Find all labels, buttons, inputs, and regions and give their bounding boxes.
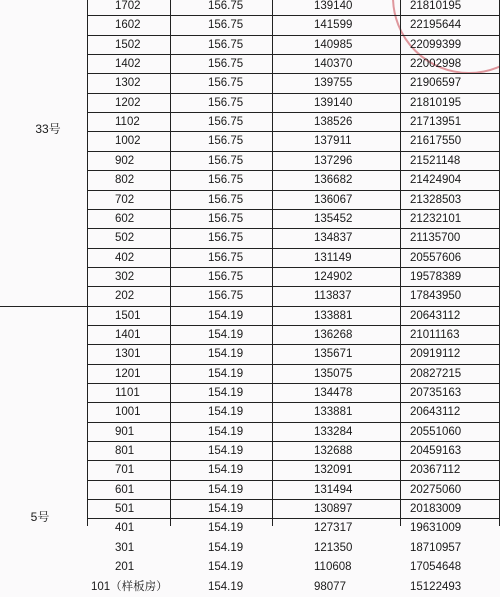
- cell-area: 156.75: [208, 232, 244, 244]
- cell-area: 154.19: [208, 406, 244, 418]
- cell-area: 156.75: [208, 19, 244, 31]
- cell-area: 154.19: [208, 329, 244, 341]
- cell-area: 156.75: [208, 194, 244, 206]
- cell-area: 154.19: [208, 581, 244, 593]
- cell-unit-number: 1401: [115, 329, 141, 341]
- cell-total-price: 22002998: [410, 58, 462, 70]
- cell-unit-price: 135671: [314, 348, 353, 360]
- building-label-5: 5号: [30, 510, 50, 524]
- cell-total-price: 20183009: [410, 503, 462, 515]
- cell-unit-number: 1501: [115, 310, 141, 322]
- cell-unit-number: 202: [115, 290, 135, 302]
- cell-total-price: 21617550: [410, 135, 462, 147]
- cell-total-price: 17054648: [410, 561, 462, 573]
- cell-total-price: 17843950: [410, 290, 462, 302]
- cell-total-price: 21424904: [410, 174, 462, 186]
- cell-unit-price: 135075: [314, 368, 353, 380]
- cell-area: 156.75: [208, 213, 244, 225]
- cell-total-price: 20459163: [410, 445, 462, 457]
- cell-area: 154.19: [208, 522, 244, 534]
- cell-total-price: 20827215: [410, 368, 462, 380]
- cell-unit-number: 1301: [115, 348, 141, 360]
- cell-area: 156.75: [208, 97, 244, 109]
- cell-area: 154.19: [208, 445, 244, 457]
- cell-total-price: 20919112: [410, 348, 461, 360]
- cell-unit-number: 301: [115, 542, 135, 554]
- cell-total-price: 20367112: [410, 464, 461, 476]
- cell-unit-number: 201: [115, 561, 135, 573]
- building-separator: [0, 306, 87, 307]
- cell-total-price: 20643112: [410, 310, 461, 322]
- cell-total-price: 20275060: [410, 484, 462, 496]
- cell-unit-price: 137296: [314, 155, 353, 167]
- cell-area: 156.75: [208, 135, 244, 147]
- cell-unit-price: 132688: [314, 445, 353, 457]
- cell-unit-price: 139140: [314, 97, 353, 109]
- cell-total-price: 20557606: [410, 252, 462, 264]
- cell-total-price: 21521148: [410, 155, 461, 167]
- cell-unit-price: 131494: [314, 484, 353, 496]
- cell-area: 154.19: [208, 310, 244, 322]
- cell-unit-price: 140985: [314, 39, 353, 51]
- cell-unit-number: 1302: [115, 77, 141, 89]
- cell-total-price: 21135700: [410, 232, 461, 244]
- cell-area: 154.19: [208, 387, 244, 399]
- cell-unit-number: 702: [115, 194, 135, 206]
- cell-area: 154.19: [208, 484, 244, 496]
- cell-total-price: 21906597: [410, 77, 462, 89]
- cell-total-price: 19578389: [410, 271, 462, 283]
- cell-unit-number: 802: [115, 174, 135, 186]
- cell-unit-price: 127317: [314, 522, 353, 534]
- cell-unit-price: 113837: [314, 290, 352, 302]
- cell-unit-price: 133881: [314, 406, 353, 418]
- cell-total-price: 20643112: [410, 406, 461, 418]
- cell-area: 154.19: [208, 368, 244, 380]
- cell-unit-number: 701: [115, 464, 135, 476]
- cell-total-price: 21810195: [410, 97, 462, 109]
- cell-unit-price: 133284: [314, 426, 353, 438]
- cell-unit-price: 134478: [314, 387, 353, 399]
- cell-unit-number: 1402: [115, 58, 141, 70]
- cell-area: 156.75: [208, 290, 244, 302]
- cell-area: 156.75: [208, 39, 244, 51]
- cell-unit-number: 902: [115, 155, 135, 167]
- cell-unit-number: 1202: [115, 97, 141, 109]
- cell-unit-number: 1102: [115, 116, 140, 128]
- cell-area: 156.75: [208, 155, 244, 167]
- cell-unit-price: 124902: [314, 271, 353, 283]
- cell-area: 154.19: [208, 503, 244, 515]
- cell-total-price: 18710957: [410, 542, 462, 554]
- cell-total-price: 21232101: [410, 213, 462, 225]
- cell-unit-number: 302: [115, 271, 135, 283]
- cell-area: 156.75: [208, 271, 244, 283]
- cell-total-price: 21011163: [410, 329, 460, 341]
- cell-unit-number: 501: [115, 503, 135, 515]
- cell-unit-number: 1502: [115, 39, 141, 51]
- cell-total-price: 21328503: [410, 194, 462, 206]
- cell-total-price: 20551060: [410, 426, 462, 438]
- cell-unit-number: 1101: [115, 387, 140, 399]
- cell-unit-price: 134837: [314, 232, 353, 244]
- cell-area: 156.75: [208, 252, 244, 264]
- cell-unit-number: 1002: [115, 135, 141, 147]
- cell-unit-number: 402: [115, 252, 135, 264]
- cell-total-price: 21810195: [410, 0, 462, 12]
- cell-total-price: 19631009: [410, 522, 462, 534]
- cell-unit-price: 136067: [314, 194, 353, 206]
- cell-unit-number: 1001: [115, 406, 141, 418]
- cell-area: 156.75: [208, 77, 244, 89]
- cell-total-price: 22195644: [410, 19, 462, 31]
- cell-area: 154.19: [208, 348, 244, 360]
- cell-unit-price: 110608: [314, 561, 352, 573]
- cell-unit-price: 139140: [314, 0, 353, 12]
- cell-unit-price: 137911: [314, 135, 352, 147]
- cell-unit-number: 1602: [115, 19, 141, 31]
- cell-area: 154.19: [208, 464, 244, 476]
- cell-unit-number: 602: [115, 213, 135, 225]
- cell-area: 154.19: [208, 542, 244, 554]
- cell-unit-price: 136268: [314, 329, 353, 341]
- cell-unit-price: 132091: [314, 464, 353, 476]
- cell-area: 154.19: [208, 561, 244, 573]
- cell-unit-number: 1702: [115, 0, 141, 12]
- building-label-33: 33号: [35, 122, 61, 136]
- cell-unit-number: 801: [115, 445, 135, 457]
- cell-unit-price: 138526: [314, 116, 353, 128]
- cell-unit-price: 98077: [314, 581, 346, 593]
- cell-area: 156.75: [208, 58, 244, 70]
- cell-unit-number: 502: [115, 232, 135, 244]
- cell-unit-price: 131149: [314, 252, 352, 264]
- cell-unit-price: 133881: [314, 310, 353, 322]
- cell-unit-price: 135452: [314, 213, 353, 225]
- cell-total-price: 20735163: [410, 387, 462, 399]
- cell-unit-price: 141599: [314, 19, 353, 31]
- cell-area: 156.75: [208, 0, 244, 12]
- cell-unit-number: 901: [115, 426, 135, 438]
- cell-unit-price: 140370: [314, 58, 353, 70]
- cell-area: 156.75: [208, 174, 244, 186]
- cell-total-price: 21713951: [410, 116, 462, 128]
- cell-total-price: 22099399: [410, 39, 462, 51]
- cell-area: 154.19: [208, 426, 244, 438]
- cell-unit-number: 401: [115, 522, 135, 534]
- cell-total-price: 15122493: [410, 581, 462, 593]
- cell-unit-price: 121350: [314, 542, 353, 554]
- cell-unit-number: 1201: [115, 368, 141, 380]
- cell-unit-price: 130897: [314, 503, 353, 515]
- cell-unit-number: 101（样板房）: [91, 581, 168, 593]
- cell-unit-price: 139755: [314, 77, 353, 89]
- cell-area: 156.75: [208, 116, 244, 128]
- cell-unit-price: 136682: [314, 174, 353, 186]
- cell-unit-number: 601: [115, 484, 135, 496]
